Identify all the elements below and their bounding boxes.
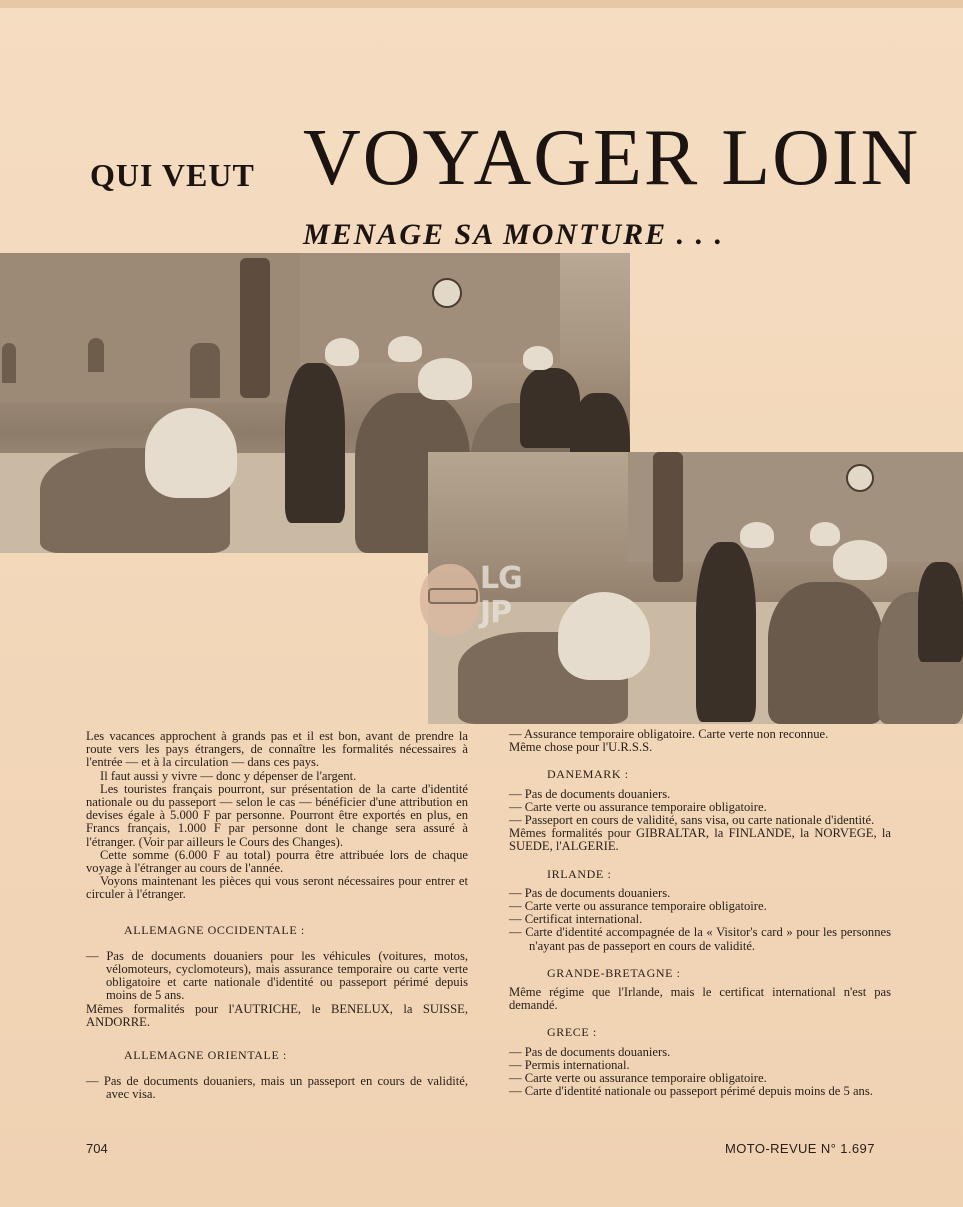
- section-heading-danemark: DANEMARK :: [547, 767, 629, 782]
- intro-paragraph: Les vacances approchent à grands pas et il est bon, avant de prendre la route vers les pays étrangers, de connaître les formalités nécessaires à l'entrée — et à la circulation — dans ces pays.: [86, 729, 468, 770]
- intro-paragraph: Voyons maintenant les pièces qui vous seront nécessaires pour entrer et circuler à l'étranger.: [86, 874, 468, 902]
- section-note: Même régime que l'Irlande, mais le certificat international n'est pas demandé.: [509, 985, 891, 1013]
- section-item: — Pas de documents douaniers.: [509, 786, 671, 801]
- watermark-text: LG JP: [480, 561, 522, 630]
- section-heading-grece: GRECE :: [547, 1025, 597, 1040]
- title-subhead: MENAGE SA MONTURE . . .: [303, 218, 725, 251]
- section-item: — Carte verte ou assurance temporaire obligatoire.: [509, 799, 767, 814]
- section-item: — Pas de documents douaniers pour les véhicules (voitures, motos, vélomoteurs, cyclomoteurs), mais assurance temporaire ou carte verte obligatoire et carte nationale d'identité ou passeport périmé depuis moins de 5 ans.: [86, 948, 468, 1003]
- intro-paragraph: Il faut aussi y vivre — donc y dépenser de l'argent.: [100, 768, 357, 783]
- section-item: — Pas de documents douaniers.: [509, 1044, 671, 1059]
- section-heading-allemagne-occidentale: ALLEMAGNE OCCIDENTALE :: [124, 922, 305, 937]
- article-column-left: [86, 730, 468, 1102]
- intro-paragraph: Cette somme (6.000 F au total) pourra être attribuée lors de chaque voyage à l'étranger au cours de l'année.: [86, 847, 468, 876]
- page-number: 704: [86, 1141, 108, 1156]
- section-item: — Passeport en cours de validité, sans visa, ou carte nationale d'identité.: [509, 813, 875, 828]
- section-heading-allemagne-orientale: ALLEMAGNE ORIENTALE :: [124, 1048, 287, 1063]
- section-item: — Certificat international.: [509, 912, 643, 927]
- section-note: Mêmes formalités pour GIBRALTAR, la FINLANDE, la NORVEGE, la SUEDE, l'ALGERIE.: [509, 826, 891, 854]
- section-item: — Carte verte ou assurance temporaire obligatoire.: [509, 1071, 767, 1086]
- title-headline: VOYAGER LOIN: [303, 114, 921, 202]
- article-column-right: [509, 728, 891, 1098]
- section-item: — Pas de documents douaniers, mais un passeport en cours de validité, avec visa.: [86, 1074, 468, 1102]
- section-item: — Carte verte ou assurance temporaire obligatoire.: [509, 899, 767, 914]
- page-edge: [0, 0, 963, 8]
- title-kicker: QUI VEUT: [90, 157, 255, 193]
- section-item: — Assurance temporaire obligatoire. Carte verte non reconnue.: [509, 727, 829, 741]
- section-item: — Carte d'identité accompagnée de la « Visitor's card » pour les personnes n'ayant pas de passeport en cours de validité.: [509, 925, 891, 953]
- watermark-logo: [418, 560, 548, 650]
- magazine-issue: MOTO-REVUE N° 1.697: [725, 1141, 875, 1156]
- section-item: — Permis international.: [509, 1057, 630, 1072]
- section-item: — Pas de documents douaniers.: [509, 885, 671, 900]
- section-heading-grande-bretagne: GRANDE-BRETAGNE :: [547, 965, 681, 980]
- section-heading-irlande: IRLANDE :: [547, 866, 612, 881]
- section-note: Mêmes formalités pour l'AUTRICHE, le BENELUX, la SUISSE, ANDORRE.: [86, 1001, 468, 1029]
- intro-paragraph: Les touristes français pourront, sur présentation de la carte d'identité nationale ou du passeport — selon le cas — bénéficier d'une attribution en devises égale à 5.000 F par personne. Pourront être exportés en plus, en Francs français, 1.000 F par personne dont le change sera assuré à l'étranger. (Voir par ailleurs le Cours des Changes).: [86, 781, 468, 849]
- section-note: Même chose pour l'U.R.S.S.: [509, 740, 653, 755]
- watermark-glasses-icon: [428, 588, 478, 604]
- section-item: — Carte d'identité nationale ou passeport périmé depuis moins de 5 ans.: [509, 1084, 873, 1099]
